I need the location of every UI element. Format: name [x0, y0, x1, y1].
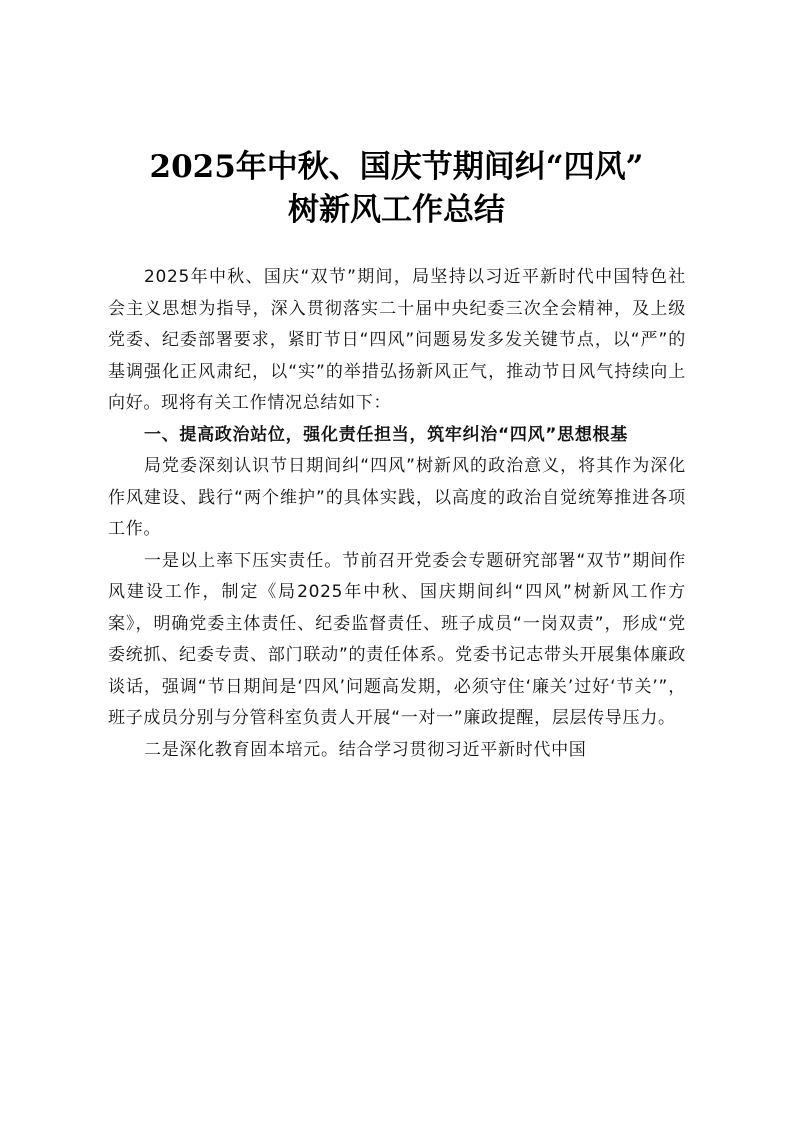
- body-paragraph: 局党委深刻认识节日期间纠“四风”树新风的政治意义，将其作为深化作风建设、践行“两个维护”的具体实践，以高度的政治自觉统筹推进各项工作。: [108, 456, 686, 539]
- body-paragraph: 二是深化教育固本培元。结合学习贯彻习近平新时代中国: [144, 739, 587, 760]
- document-title-line-2: 树新风工作总结: [288, 192, 505, 228]
- document-title-line-1: 2025年中秋、国庆节期间纠“四风”: [149, 149, 644, 185]
- body-paragraph: 一是以上率下压实责任。节前召开党委会专题研究部署“双节”期间作风建设工作，制定《局2025年中秋、国庆期间纠“四风”树新风工作方案》，明确党委主体责任、纪委监督责任、班子成员“一岗双责”，形成“党委统抓、纪委专责、部门联动”的责任体系。党委书记志带头开展集体廉政谈话，强调“节日期间是‘四风’问题高发期，必须守住‘廉关’过好‘节关’”，班子成员分别与分管科室负责人开展“一对一”廉政提醒，层层传导压力。: [108, 550, 686, 728]
- intro-paragraph: 2025年中秋、国庆“双节”期间，局坚持以习近平新时代中国特色社会主义思想为指导，深入贯彻落实二十届中央纪委三次全会精神，及上级党委、纪委部署要求，紧盯节日“四风”问题易发多发关键节点，以“严”的基调强化正风肃纪，以“实”的举措弘扬新风正气，推动节日风气持续向上向好。现将有关工作情况总结如下：: [108, 267, 686, 413]
- document-body: [108, 262, 686, 766]
- section-heading-1: 一、提高政治站位，强化责任担当，筑牢纠治“四风”思想根基: [144, 424, 628, 445]
